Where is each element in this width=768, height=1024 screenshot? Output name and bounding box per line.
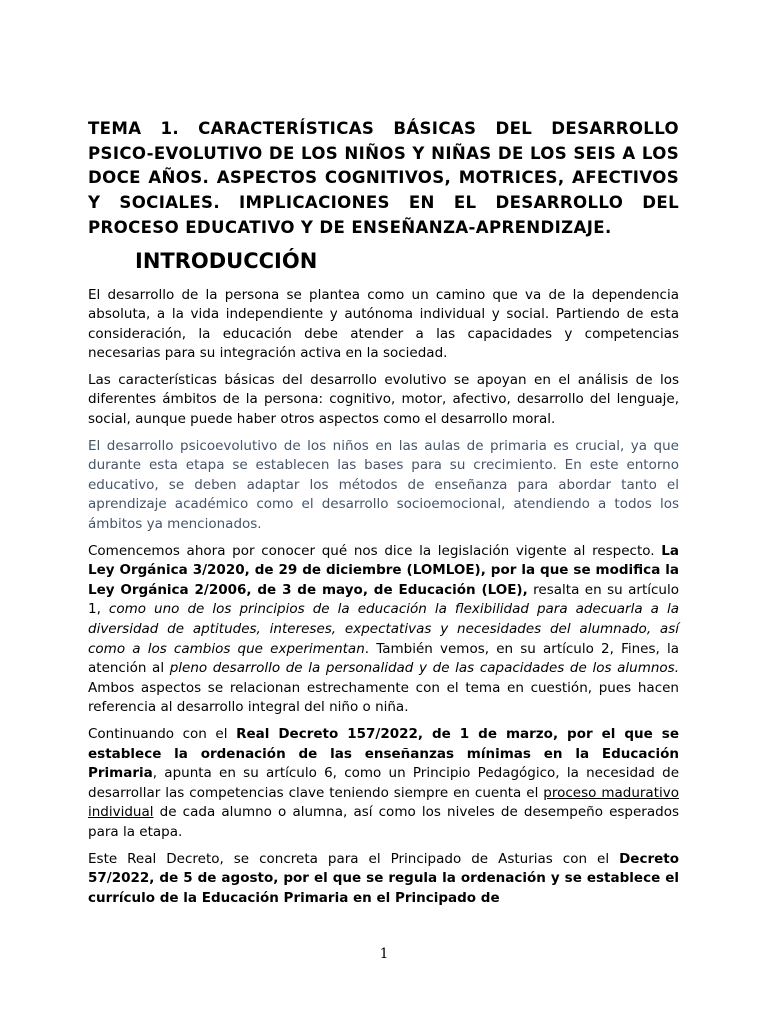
p5-text: , apunta en su artículo 6, como un Principio Pedagógico, la necesidad de desarrollar las competencias clave teniendo siempre en cuenta el [88, 765, 679, 801]
page-content [88, 117, 679, 915]
page-number: 1 [379, 946, 389, 962]
p4-quote-principles: como uno de los principios de la educación la flexibilidad para adecuarla a la diversidad de aptitudes, intereses, expectativas y necesidades del alumnado, así como a los cambios que experimentan [88, 601, 679, 657]
paragraph-5 [88, 725, 679, 843]
paragraph-6 [88, 850, 679, 909]
document-title: TEMA 1. CARACTERÍSTICAS BÁSICAS DEL DESARROLLO PSICO-EVOLUTIVO DE LOS NIÑOS Y NIÑAS DE LOS SEIS A LOS DOCE AÑOS. ASPECTOS COGNITIVOS, MOTRICES, AFECTIVOS Y SOCIALES. IMPLICACIONES EN EL DESARROLLO DEL PROCESO EDUCATIVO Y DE ENSEÑANZA-APRENDIZAJE. [88, 119, 679, 237]
p4-text: resalta en su artículo 1, [88, 581, 679, 618]
p4-intro-text: Comencemos ahora por conocer qué nos dice la legislación vigente al respecto. [88, 542, 662, 559]
paragraph-3: El desarrollo psicoevolutivo de los niños en las aulas de primaria es crucial, ya que durante esta etapa se establecen las bases para su crecimiento. En este entorno educativo, se deben adaptar los métodos de enseñanza para abordar tanto el aprendizaje académico como el desarrollo socioemocional, atendiendo a todos los ámbitos ya mencionados. [88, 437, 679, 533]
p5-underlined-term: proceso madurativo individual [88, 784, 679, 821]
p5-intro-text: Continuando con el [88, 725, 237, 742]
p5-decree-reference: Real Decreto 157/2022, de 1 de marzo, por el que se establece la ordenación de las enseñanzas mínimas en la Educación Primaria [88, 725, 679, 782]
p4-law-reference: La Ley Orgánica 3/2020, de 29 de diciembre (LOMLOE), por la que se modifica la Ley Orgánica 2/2006, de 3 de mayo, de Educación (LOE), [88, 542, 679, 598]
p6-decree-reference: Decreto 57/2022, de 5 de agosto, por el que se regula la ordenación y se establece el currículo de la Educación Primaria en el Principado de [88, 850, 679, 906]
p4-text-2: . También vemos, en su artículo 2, Fines, la atención al [88, 640, 679, 677]
paragraph-1: El desarrollo de la persona se plantea como un camino que va de la dependencia absoluta, a la vida independiente y autónoma individual y social. Partiendo de esta consideración, la educación debe atender a las capacidades y competencias necesarias para su integración activa en la sociedad. [88, 286, 679, 362]
p4-text-3: Ambos aspectos se relacionan estrechamente con el tema en cuestión, pues hacen referencia al desarrollo integral del niño o niña. [88, 679, 679, 716]
p4-quote-fines: pleno desarrollo de la personalidad y de las capacidades de los alumnos. [169, 660, 679, 677]
paragraph-2: Las características básicas del desarrollo evolutivo se apoyan en el análisis de los diferentes ámbitos de la persona: cognitivo, motor, afectivo, desarrollo del lenguaje, social, aunque puede haber otros aspectos como el desarrollo moral. [88, 371, 679, 428]
p5-text-2: de cada alumno o alumna, así como los niveles de desempeño esperados para la etapa. [88, 804, 679, 840]
section-heading: INTRODUCCIÓN [135, 248, 318, 273]
paragraph-4 [88, 542, 679, 718]
p6-intro-text: Este Real Decreto, se concreta para el Principado de Asturias con el [88, 850, 620, 867]
